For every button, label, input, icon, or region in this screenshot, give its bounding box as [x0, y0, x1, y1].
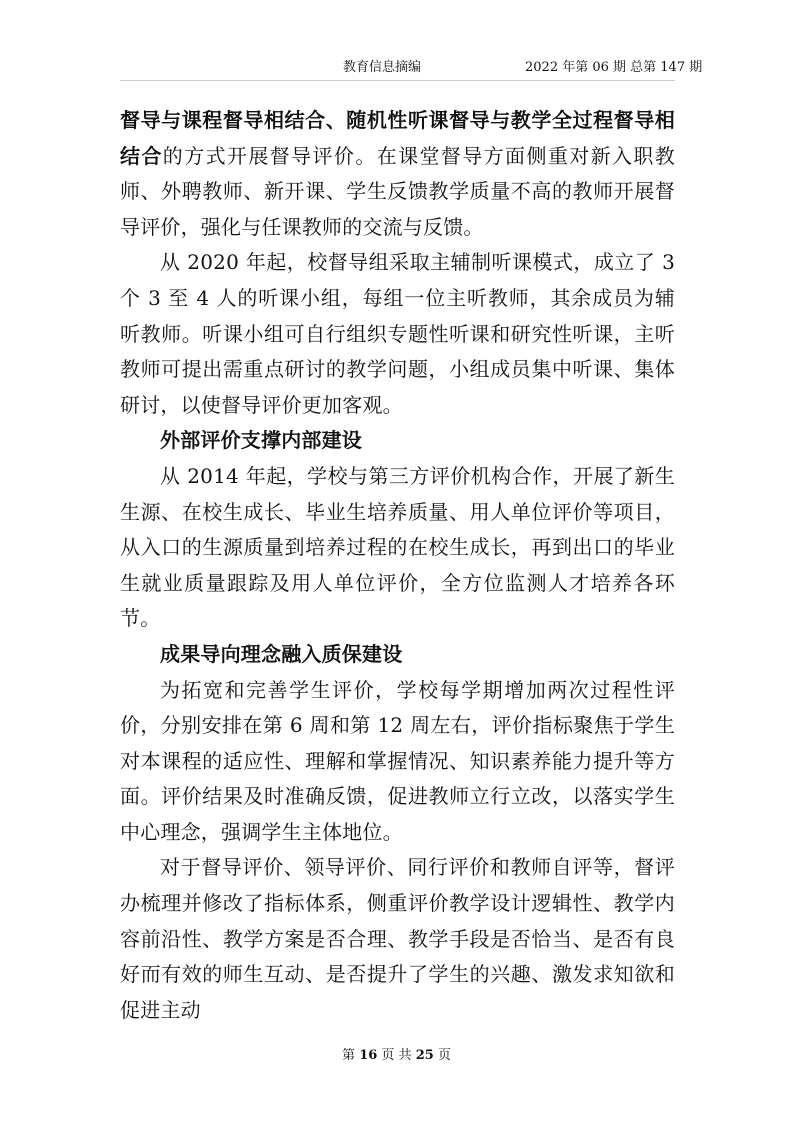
- total-page-count: 25: [415, 1048, 434, 1063]
- current-page-number: 16: [359, 1048, 378, 1063]
- section-heading-external-evaluation: 外部评价支撑内部建设: [160, 428, 362, 453]
- paragraph-1-text: 的方式开展督导评价。在课堂督导方面侧重对新入职教师、外聘教师、新开课、学生反馈教学质量不高的教师开展督导评价，强化与任课教师的交流与反馈。: [120, 143, 675, 239]
- paragraph-5: 对于督导评价、领导评价、同行评价和教师自评等，督评办梳理并修改了指标体系，侧重评价教学设计逻辑性、教学内容前沿性、教学方案是否合理、教学手段是否恰当、是否有良好而有效的师生互动、是否提升了学生的兴趣、激发求知欲和促进主动: [120, 855, 675, 1022]
- document-body: [120, 103, 675, 1028]
- page-header: [0, 56, 793, 76]
- publication-name: 教育信息摘编: [343, 60, 422, 75]
- paragraph-3: 从 2014 年起，学校与第三方评价机构合作，开展了新生生源、在校生成长、毕业生培养质量、用人单位评价等项目，从入口的生源质量到培养过程的在校生成长，再到出口的毕业生就业质量跟踪及用人单位评价，全方位监测人才培养各环节。: [120, 463, 675, 631]
- footer-prefix: 第: [342, 1048, 356, 1063]
- paragraph-2: 从 2020 年起，校督导组采取主辅制听课模式，成立了 3 个 3 至 4 人的听课小组，每组一位主听教师，其余成员为辅听教师。听课小组可自行组织专题性听课和研究性听课，主听教师可提出需重点研讨的教学问题，小组成员集中听课、集体研讨，以使督导评价更加客观。: [120, 250, 675, 417]
- footer-suffix: 页: [437, 1048, 451, 1063]
- header-divider: [120, 80, 675, 81]
- page-footer: [0, 1044, 793, 1063]
- paragraph-4: 为拓宽和完善学生评价，学校每学期增加两次过程性评价，分别安排在第 6 周和第 12 周左右，评价指标聚焦于学生对本课程的适应性、理解和掌握情况、知识素养能力提升等方面。评价结果及时准确反馈，促进教师立行立改，以落实学生中心理念，强调学生主体地位。: [120, 677, 675, 844]
- section-heading-outcome-oriented: 成果导向理念融入质保建设: [160, 641, 403, 666]
- issue-number: 2022 年第 06 期 总第 147 期: [525, 60, 703, 75]
- footer-middle: 页 共: [381, 1048, 412, 1063]
- paragraph-1-bold-lead: 督导与课程督导相结合、随机性听课督导与教学全过程督导相结合: [120, 108, 675, 168]
- paragraph-1: [120, 103, 675, 245]
